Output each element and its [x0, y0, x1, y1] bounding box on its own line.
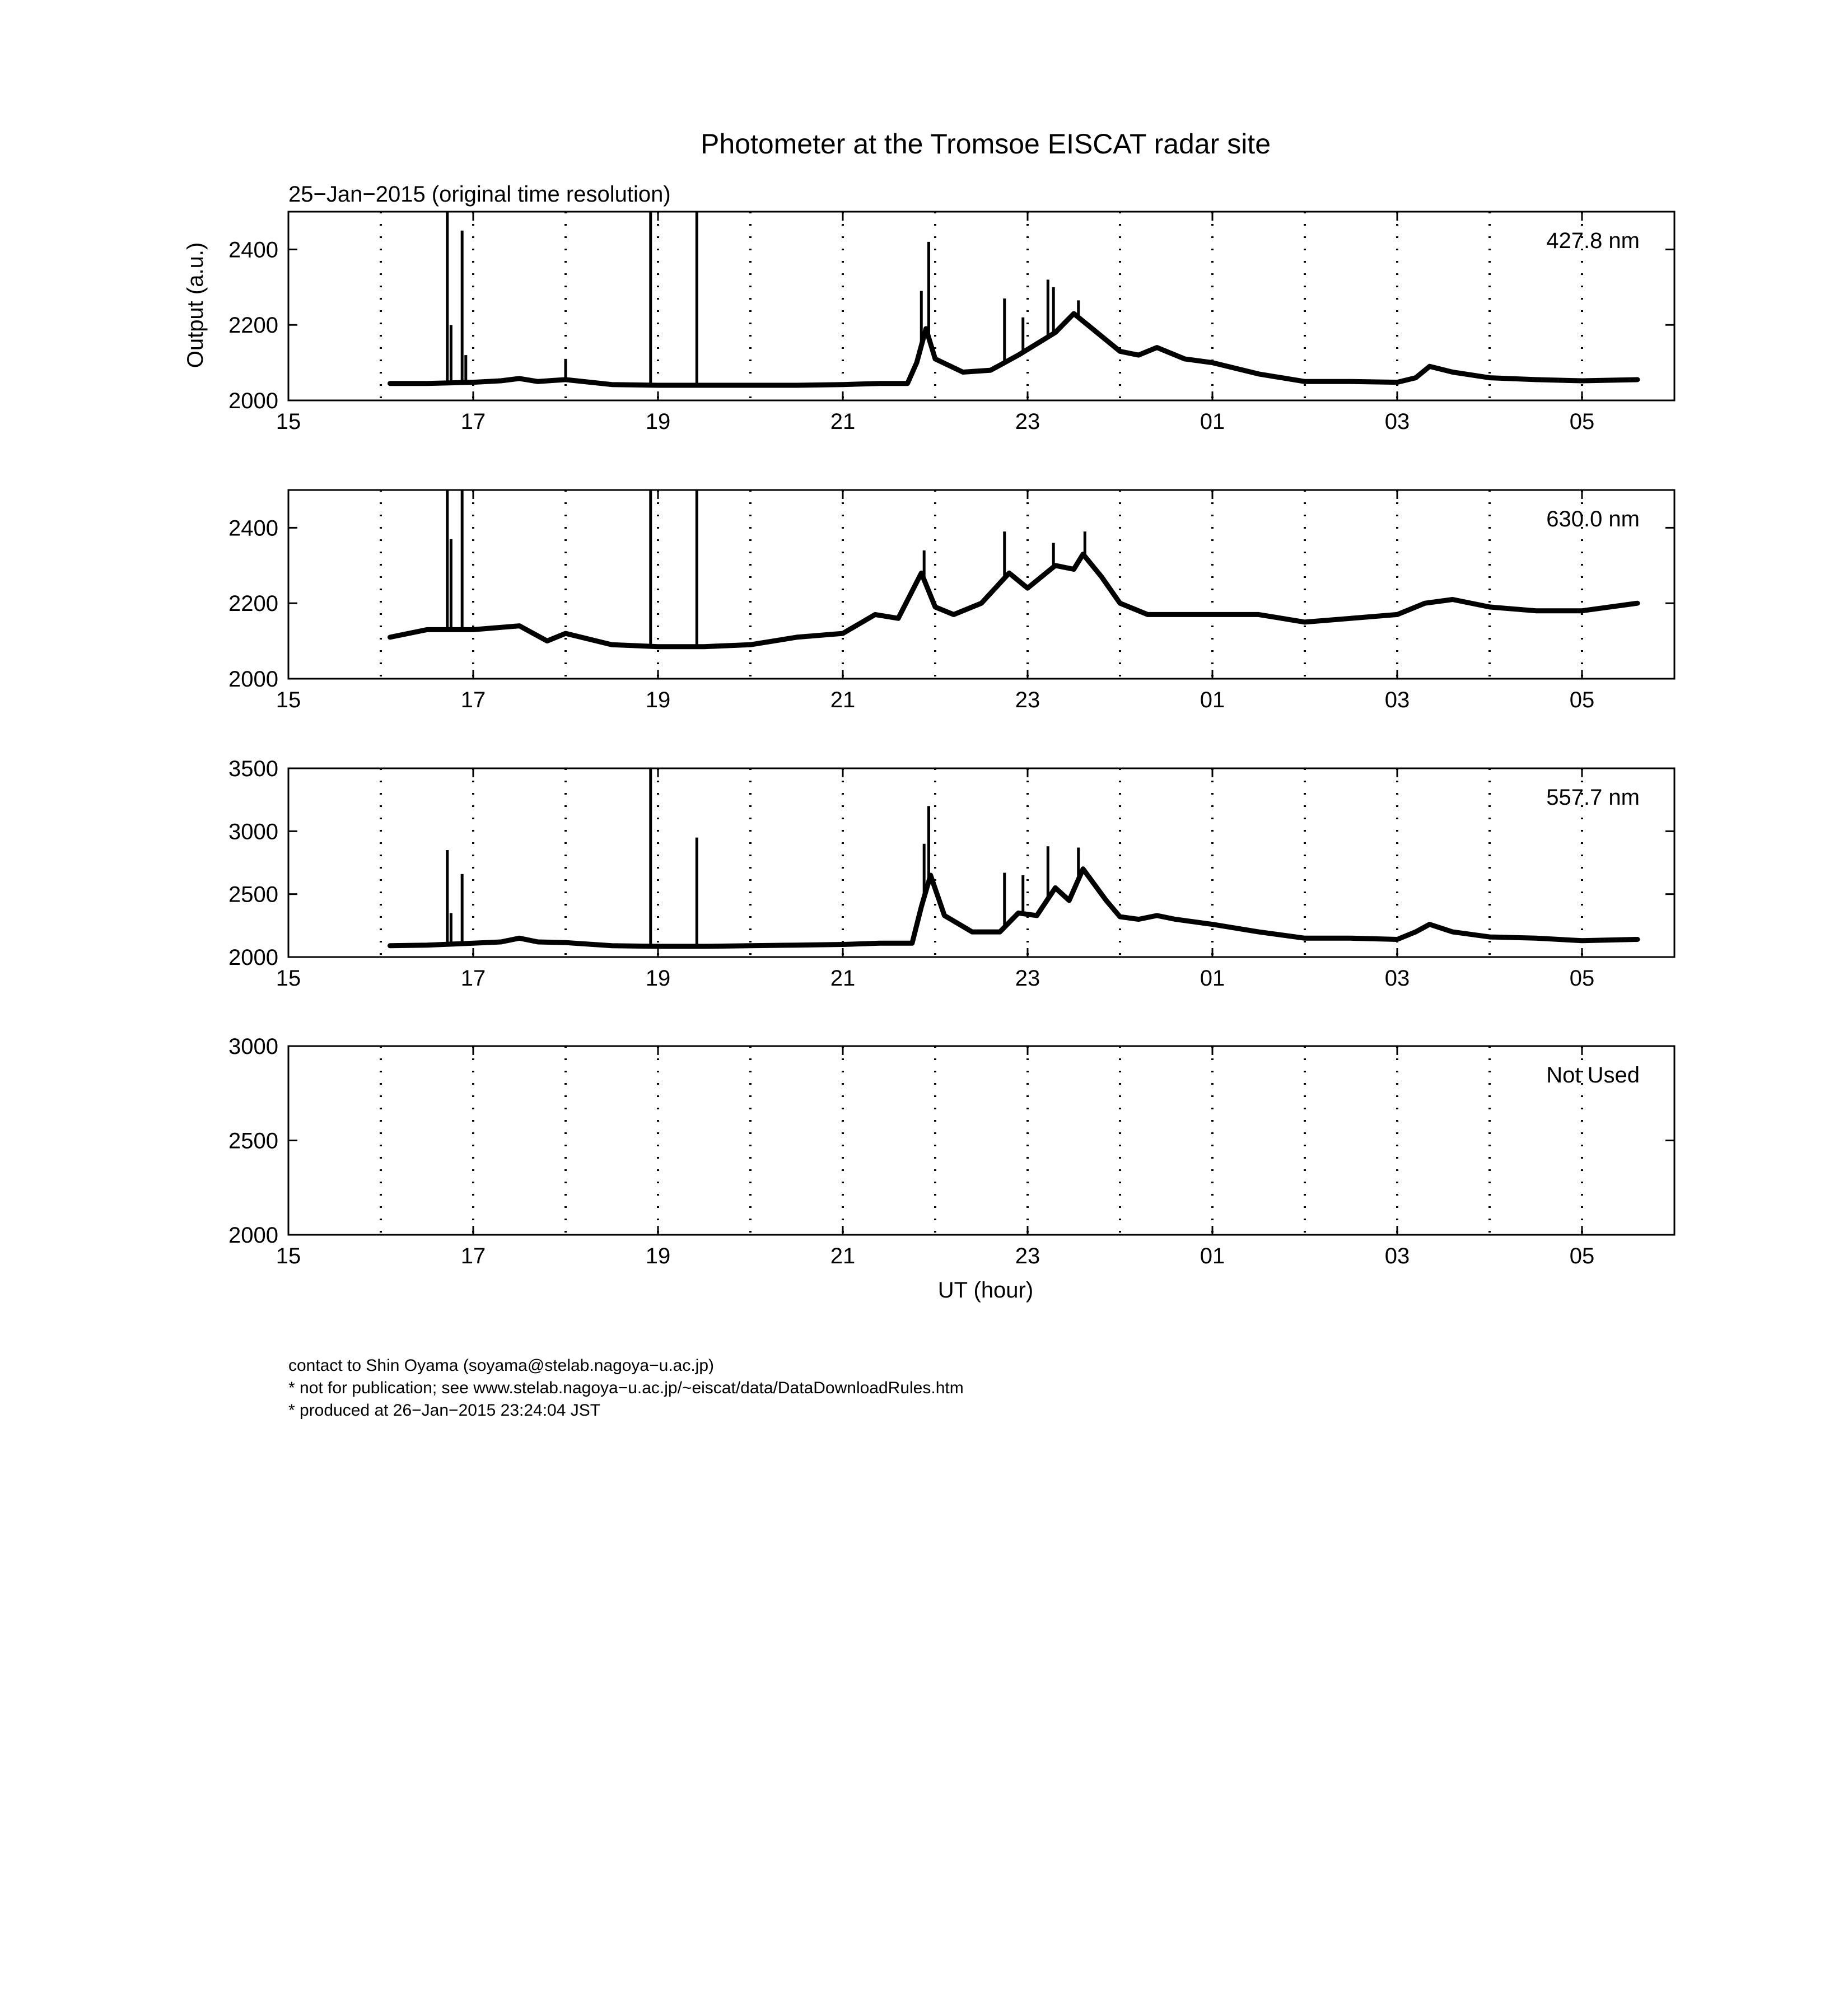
y-tick-label: 2000 [228, 1223, 278, 1248]
y-tick-label: 2000 [228, 945, 278, 970]
y-tick-label: 3000 [228, 819, 278, 844]
panel-3 [228, 757, 1674, 991]
x-tick-label: 01 [1200, 688, 1225, 712]
x-tick-label: 15 [276, 688, 301, 712]
x-tick-label: 23 [1015, 966, 1040, 991]
x-tick-label: 03 [1384, 966, 1410, 991]
x-tick-label: 05 [1569, 1244, 1595, 1268]
series-line-1 [390, 869, 1638, 946]
footer-line-produced: * produced at 26−Jan−2015 23:24:04 JST [288, 1401, 601, 1420]
x-tick-label: 01 [1200, 409, 1225, 434]
series-line-1 [390, 314, 1638, 385]
x-tick-label: 21 [830, 1244, 856, 1268]
x-tick-label: 03 [1384, 1244, 1410, 1268]
panel-1 [228, 212, 1674, 434]
y-tick-label: 2400 [228, 237, 278, 263]
figure-title: Photometer at the Tromsoe EISCAT radar site [700, 128, 1271, 160]
x-tick-label: 23 [1015, 688, 1040, 712]
x-tick-label: 05 [1569, 966, 1595, 991]
x-tick-label: 17 [460, 409, 486, 434]
footer-line-rules: * not for publication; see www.stelab.nagoya−u.ac.jp/~eiscat/data/DataDownloadRules.htm [288, 1379, 964, 1397]
x-tick-label: 23 [1015, 1244, 1040, 1268]
x-tick-label: 15 [276, 1244, 301, 1268]
y-tick-label: 2400 [228, 516, 278, 541]
panel-label: 557.7 nm [1546, 785, 1640, 810]
axes-frame [288, 490, 1674, 679]
x-tick-label: 17 [460, 966, 486, 991]
y-tick-label: 2000 [228, 667, 278, 692]
footer-notes [288, 1356, 964, 1420]
x-tick-label: 21 [830, 688, 856, 712]
x-tick-label: 21 [830, 966, 856, 991]
x-tick-label: 03 [1384, 409, 1410, 434]
x-tick-label: 05 [1569, 409, 1595, 434]
x-tick-label: 03 [1384, 688, 1410, 712]
y-tick-label: 2200 [228, 313, 278, 338]
footer-line-contact: contact to Shin Oyama (soyama@stelab.nagoya−u.ac.jp) [288, 1356, 715, 1375]
panel-label: 427.8 nm [1546, 228, 1640, 253]
y-tick-label: 2000 [228, 389, 278, 413]
x-tick-label: 19 [645, 409, 671, 434]
x-tick-label: 01 [1200, 1244, 1225, 1268]
chart-panels [228, 212, 1674, 1268]
panel-label: Not Used [1546, 1063, 1640, 1088]
x-tick-label: 19 [645, 688, 671, 712]
x-axis-label: UT (hour) [937, 1278, 1034, 1303]
panel-2 [228, 490, 1674, 712]
x-tick-label: 05 [1569, 688, 1595, 712]
x-tick-label: 23 [1015, 409, 1040, 434]
x-tick-label: 01 [1200, 966, 1225, 991]
y-tick-label: 3000 [228, 1034, 278, 1059]
x-tick-label: 15 [276, 966, 301, 991]
y-axis-label: Output (a.u.) [183, 242, 208, 368]
y-tick-label: 3500 [228, 757, 278, 781]
x-tick-label: 17 [460, 1244, 486, 1268]
x-tick-label: 15 [276, 409, 301, 434]
y-tick-label: 2500 [228, 1128, 278, 1154]
x-tick-label: 19 [645, 966, 671, 991]
x-tick-label: 17 [460, 688, 486, 712]
panel-4 [228, 1034, 1674, 1268]
axes-frame [288, 1046, 1674, 1235]
x-tick-label: 21 [830, 409, 856, 434]
y-tick-label: 2500 [228, 882, 278, 907]
figure-subtitle: 25−Jan−2015 (original time resolution) [288, 182, 671, 207]
x-tick-label: 19 [645, 1244, 671, 1268]
axes-frame [288, 768, 1674, 957]
series-line-1 [390, 554, 1638, 647]
y-tick-label: 2200 [228, 591, 278, 617]
panel-label: 630.0 nm [1546, 507, 1640, 531]
